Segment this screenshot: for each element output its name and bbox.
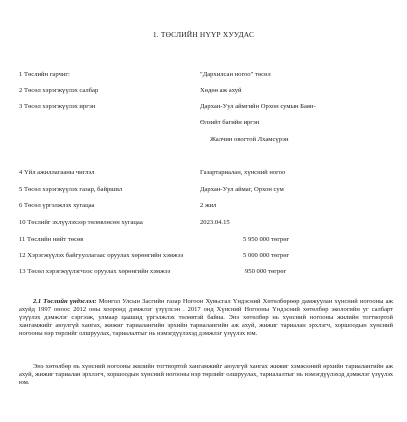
row-6-label: 6 Төсөл үргэлжлэх хугацаа	[19, 202, 95, 209]
row-13-value: 950 000 төгрөг	[245, 268, 287, 275]
row-11-value: 5 950 000 төгрөг	[243, 236, 290, 243]
row-13-label: 13 Төсөл хэрэгжүүлэгчээс оруулах хөрөнгийн хэмжээ	[19, 268, 171, 275]
program-paragraph	[19, 363, 393, 387]
row-3-value-line3: Жалчин овогтой Лхамсүрэн	[210, 136, 289, 143]
row-5-label: 5 Төсөл хэрэгжүүлэх газар, байршил	[19, 186, 123, 193]
rationale-paragraph	[19, 298, 393, 338]
row-4-value: Газартариалан, хүнсний ногоо	[200, 169, 286, 176]
program-text: Энэ хөтөлбөр нь хүнсний ногооны жилийн тогтвортой хангамжийг аюулгүй хангах жижиг хэмжээний өрхийн тариалангийн аж ахуй, жижиг тариалан эрхлэгч, хоршоодын хүнсний ногооны нэр төрлийг олшруулах, тариалалтыг нь нэмэгдүүлэхэд дэмжлэг үзүүлэх юм.	[19, 363, 393, 387]
rationale-text: Монгол Улсын Засгийн газар Ногоон Хувьсгал Үндэсний Хөтөлбөрөөр дамжуулан хүнсний ногооны аж ахуйд 1997 оноос 2012 оны хооронд дэмжлэг үзүүлсэн . 2017 онд Хүнсний Ногооны Үндэсний хөтөлбөр экологийн уг салбарт үзүүлэх дэмжлэг сэргээж, улмаар цаашид үргэлжлэх төлөвтэй байна. Энэ хөтөлбөр нь хүнсний ногооны жилийн тогтвортой хангамжийг аюулгүй хангах, жижиг тариалангийн эрхийн тариалангийн аж ахуй, жижиг тариалан эрхлэгч, хоршоодын хүнсний ногооны нэр төрлийг олшруулах, тариалалтыг нь нэмэгдүүлэхэд дэмжлэг үзүүлэх юм.	[19, 298, 393, 338]
row-10-label: 10 Төслийг эхлүүлэхээр төлөвлөсөн хугацаа	[19, 219, 143, 226]
row-1-label: 1 Төслийн гарчиг:	[19, 71, 70, 78]
row-2-label: 2 Төсөл хэрэгжүүлэх салбар	[19, 87, 99, 94]
row-4-label: 4 Үйл ажиллагааны чиглэл	[19, 169, 95, 176]
row-12-value: 5 000 000 төгрөг	[243, 252, 290, 259]
row-6-value: 2 жил	[200, 202, 217, 209]
row-3-value-line2: Өлзийт багийн иргэн	[200, 119, 260, 126]
row-3-value: Дархан-Уул аймгийн Орхон сумын Баян-	[200, 103, 316, 110]
section-heading: 2.1 Төслийн үндэслэл:	[33, 298, 97, 305]
row-1-value: "Дархилсан ногоо" төсөл	[200, 71, 271, 78]
row-2-value: Хөдөө аж ахуй	[200, 87, 242, 94]
row-12-label: 12 Хэрэгжүүлэх байгууллагаас оруулах хөрөнгийн хэмжээ	[19, 252, 184, 259]
row-11-label: 11 Төслийн нийт төсөв	[19, 236, 84, 243]
page-title: 1. ТӨСЛИЙН НҮҮР ХУУДАС	[152, 30, 255, 39]
row-5-value: Дархан-Уул аймаг, Орхон сум	[200, 186, 284, 193]
row-3-label: 3 Төсөл хэрэгжүүлэх иргэн	[19, 103, 96, 110]
row-10-value: 2023.04.15	[200, 219, 230, 226]
